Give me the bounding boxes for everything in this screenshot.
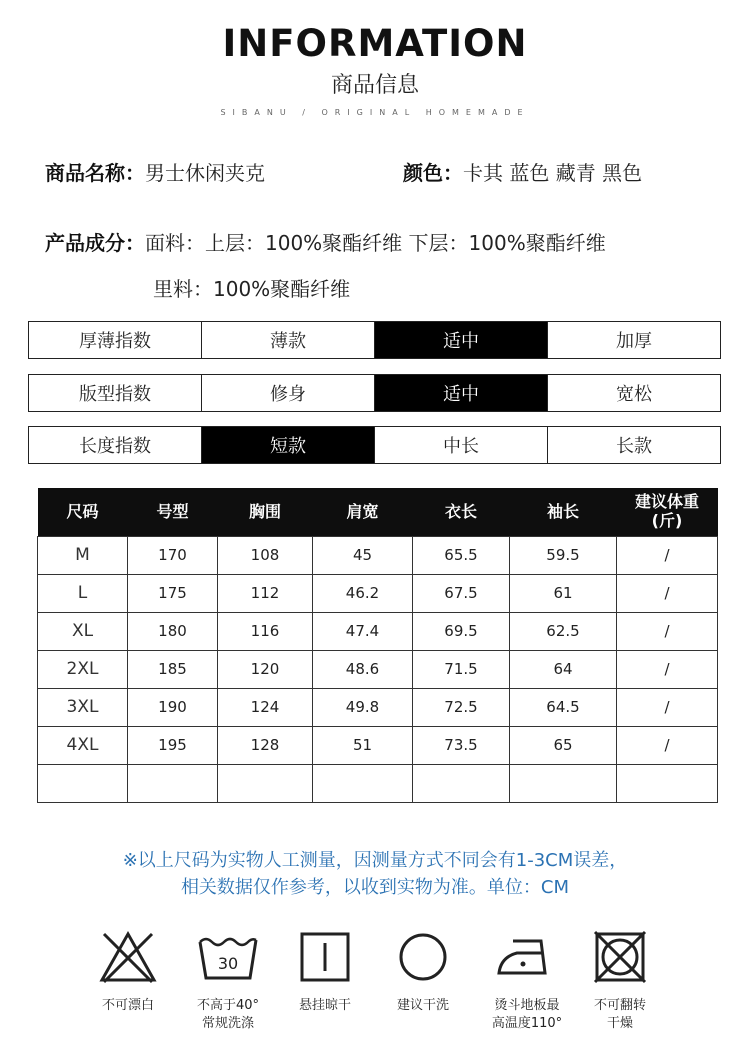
measurement-note-2: 相关数据仅作参考，以收到实物为准。单位：CM (180, 877, 570, 898)
dry-clean-icon (373, 925, 473, 989)
table-cell (313, 764, 413, 802)
index-option-selected: 适中 (374, 322, 547, 358)
table-cell: 112 (218, 574, 313, 612)
care-hang-dry (275, 925, 375, 1015)
care-label: 烫斗地板最 高温度110° (491, 998, 563, 1032)
table-cell: 190 (128, 688, 218, 726)
size-cell: 2XL (38, 650, 128, 688)
care-label: 悬挂晾干 (298, 998, 351, 1013)
table-row (38, 688, 718, 726)
table-cell: 120 (218, 650, 313, 688)
table-cell: 51 (313, 726, 413, 764)
length-index-row (28, 426, 721, 464)
size-table-header (38, 488, 718, 536)
wash-30-icon (178, 925, 278, 989)
composition-line1: 面料：上层：100%聚酯纤维 下层：100%聚酯纤维 (145, 231, 606, 255)
header-sleeve: 袖长 (510, 488, 617, 536)
table-cell: 46.2 (313, 574, 413, 612)
care-label: 建议干洗 (396, 998, 449, 1013)
table-cell: 116 (218, 612, 313, 650)
care-label: 不可翻转 干燥 (593, 998, 646, 1032)
iron-icon (477, 925, 577, 989)
table-cell: 73.5 (413, 726, 510, 764)
table-cell: 69.5 (413, 612, 510, 650)
header-shoulder: 肩宽 (313, 488, 413, 536)
table-cell: 71.5 (413, 650, 510, 688)
index-option: 薄款 (201, 322, 374, 358)
table-cell: 124 (218, 688, 313, 726)
no-bleach-icon (78, 925, 178, 989)
header-weight: 建议体重 (斤) (617, 488, 718, 536)
table-cell: 64 (510, 650, 617, 688)
table-cell: 108 (218, 536, 313, 574)
care-iron (477, 925, 577, 1033)
header-model: 号型 (128, 488, 218, 536)
index-option: 加厚 (547, 322, 720, 358)
tagline: SIBANU / ORIGINAL HOMEMADE (220, 108, 530, 117)
size-table (37, 488, 718, 803)
care-no-tumble-dry (570, 925, 670, 1033)
care-wash (178, 925, 278, 1033)
table-cell: 65 (510, 726, 617, 764)
index-option: 长款 (547, 427, 720, 463)
table-cell: 61 (510, 574, 617, 612)
header-length: 衣长 (413, 488, 510, 536)
table-cell: 128 (218, 726, 313, 764)
table-cell: 65.5 (413, 536, 510, 574)
index-option-selected: 适中 (374, 375, 547, 411)
table-cell (413, 764, 510, 802)
table-cell: 67.5 (413, 574, 510, 612)
table-cell: 180 (128, 612, 218, 650)
table-cell: 72.5 (413, 688, 510, 726)
table-cell (617, 764, 718, 802)
care-label: 不高于40° 常规洗涤 (196, 998, 260, 1032)
index-label: 版型指数 (79, 384, 151, 405)
size-cell: 4XL (38, 726, 128, 764)
care-no-bleach (78, 925, 178, 1015)
table-cell: 175 (128, 574, 218, 612)
table-cell: 49.8 (313, 688, 413, 726)
product-name-label: 商品名称： (45, 161, 145, 185)
fit-index-row (28, 374, 721, 412)
no-tumble-dry-icon (570, 925, 670, 989)
header-chest: 胸围 (218, 488, 313, 536)
table-cell: / (617, 536, 718, 574)
table-row (38, 726, 718, 764)
care-dry-clean (373, 925, 473, 1015)
table-row (38, 574, 718, 612)
table-cell: / (617, 650, 718, 688)
index-option: 修身 (201, 375, 374, 411)
product-name-value: 男士休闲夹克 (145, 161, 265, 185)
thickness-index-row (28, 321, 721, 359)
size-cell: M (38, 536, 128, 574)
table-cell: 62.5 (510, 612, 617, 650)
composition-label: 产品成分： (45, 231, 145, 255)
size-cell: 3XL (38, 688, 128, 726)
index-option-selected: 短款 (201, 427, 374, 463)
table-cell: 48.6 (313, 650, 413, 688)
measurement-note-1: ※以上尺码为实物人工测量，因测量方式不同会有1-3CM误差， (122, 850, 628, 871)
table-cell: / (617, 574, 718, 612)
title-cn: 商品信息 (330, 73, 419, 98)
size-cell: L (38, 574, 128, 612)
size-cell: XL (38, 612, 128, 650)
table-row (38, 650, 718, 688)
hang-dry-icon (275, 925, 375, 989)
composition-line2: 里料：100%聚酯纤维 (153, 277, 351, 301)
wash-temp-badge: 30 (217, 954, 239, 973)
product-color-value: 卡其 蓝色 藏青 黑色 (463, 161, 643, 185)
title-en: INFORMATION (222, 22, 528, 65)
table-row (38, 536, 718, 574)
table-cell: 195 (128, 726, 218, 764)
table-cell: / (617, 688, 718, 726)
table-cell: 64.5 (510, 688, 617, 726)
table-cell: / (617, 726, 718, 764)
size-cell (38, 764, 128, 802)
product-name (45, 157, 265, 186)
index-label: 厚薄指数 (79, 331, 151, 352)
table-row (38, 612, 718, 650)
table-cell (510, 764, 617, 802)
table-cell: 185 (128, 650, 218, 688)
header-size: 尺码 (38, 488, 128, 536)
index-option: 中长 (374, 427, 547, 463)
index-option: 宽松 (547, 375, 720, 411)
index-label: 长度指数 (79, 436, 151, 457)
product-color (403, 157, 642, 186)
table-cell (128, 764, 218, 802)
care-label: 不可漂白 (101, 998, 154, 1013)
table-row (38, 764, 718, 802)
table-cell: 47.4 (313, 612, 413, 650)
table-cell (218, 764, 313, 802)
product-composition (45, 227, 606, 256)
table-cell: 170 (128, 536, 218, 574)
product-color-label: 颜色： (403, 161, 463, 185)
table-cell: 45 (313, 536, 413, 574)
table-cell: / (617, 612, 718, 650)
table-cell: 59.5 (510, 536, 617, 574)
